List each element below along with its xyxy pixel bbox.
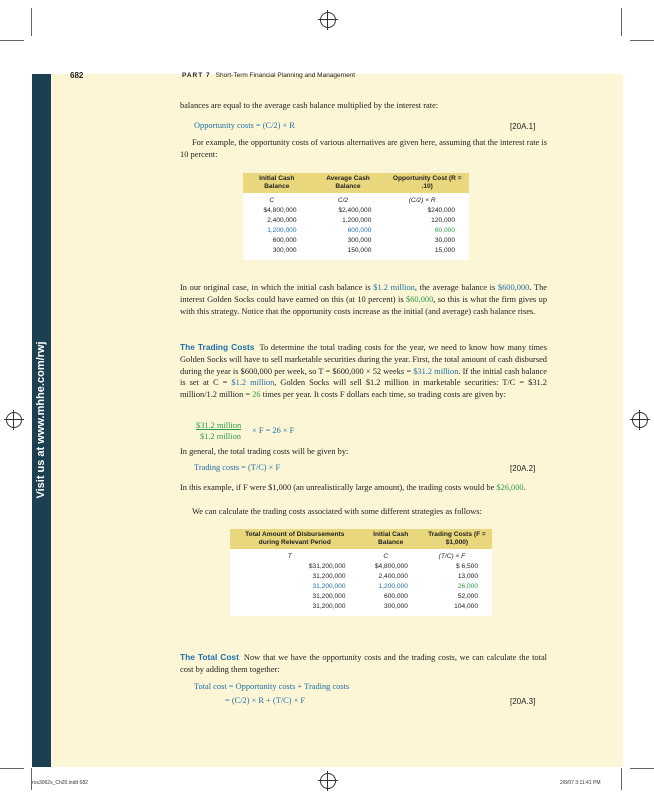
equation-3-line2: = (C/2) × R + (T/C) × F — [225, 696, 306, 705]
text-run: . — [523, 483, 526, 492]
text-run: times per year. It costs F dollars each time, so trading costs are given by: — [260, 390, 506, 400]
table1-cell: 60,000 — [434, 227, 455, 234]
trading-cost-table — [230, 529, 492, 616]
table1-cell: 1,200,000 — [267, 227, 297, 234]
text-run: . The interest Golden Socks could have earned on this (at 10 percent) is — [180, 283, 548, 304]
text-run: , so this is what the firm gives up with this strategy. Notice that the opportunity costs increase as the initial (and average) cash balance rises. — [180, 294, 548, 316]
registration-mark-icon — [6, 412, 22, 428]
paragraph-2: For example, the opportunity costs of various alternatives are given here, assuming that the interest rate is 10 percent: — [180, 138, 547, 159]
part-label: PART 7 — [182, 72, 211, 79]
table1-symbol: C — [269, 197, 275, 204]
running-head — [182, 72, 355, 79]
table1-cell: 300,000 — [347, 237, 372, 244]
text-run: Now that we have the opportunity costs and the trading costs, we can calculate the total cost by adding them together: — [180, 653, 547, 674]
highlight-value: $1.2 million — [373, 283, 415, 292]
table1-cell: 2,400,000 — [267, 217, 297, 224]
table2-cell: 52,000 — [457, 593, 478, 600]
table1-symbol: (C/2) × R — [408, 197, 436, 204]
table1-cell: 30,000 — [434, 237, 455, 244]
table2-cell: $ 6,500 — [456, 563, 478, 570]
text-run: In this example, if F were $1,000 (an unrealistically large amount), the trading costs would be — [180, 483, 497, 492]
table2-cell: $4,800,000 — [374, 563, 408, 570]
text-run: , the average balance is — [414, 283, 498, 292]
highlight-value: $1.2 million — [231, 378, 275, 388]
equation-2-number: [20A.2] — [510, 464, 536, 473]
table2-cell: 2,400,000 — [378, 573, 408, 580]
paragraph-7: We can calculate the trading costs associated with some different strategies as follows: — [192, 507, 482, 516]
crop-mark — [621, 768, 622, 790]
crop-mark — [630, 40, 654, 41]
part-title: Short-Term Financial Planning and Management — [215, 72, 356, 79]
equation-3-number: [20A.3] — [510, 697, 536, 706]
crop-mark — [0, 768, 24, 769]
crop-mark — [621, 8, 622, 36]
text-run: In our original case, in which the initial cash balance is — [180, 283, 374, 292]
crop-mark — [31, 768, 32, 790]
page-number: 682 — [70, 71, 84, 80]
paragraph-3 — [180, 282, 547, 317]
section-heading: The Total Cost — [180, 652, 239, 662]
side-band-url: Visit us at www.mhhe.com/rwj — [35, 341, 47, 499]
registration-mark-icon — [320, 773, 336, 789]
table1-cell: $4,800,000 — [263, 207, 297, 214]
table2-symbol: (T/C) × F — [438, 553, 466, 560]
highlight-value: $26,000 — [496, 483, 524, 492]
crop-mark — [630, 768, 654, 769]
table2-cell: 31,200,000 — [312, 603, 346, 610]
text-run: . If the initial cash balance is set at C = — [180, 366, 547, 388]
table2-header: Initial Cash Balance — [360, 529, 422, 549]
table2-cell: 300,000 — [384, 603, 408, 610]
paragraph-5: In general, the total trading costs will be given by: — [180, 447, 349, 456]
crop-mark — [31, 8, 32, 36]
table2-cell: 31,200,000 — [312, 573, 346, 580]
table2-header: Trading Costs (F = $1,000) — [422, 529, 492, 549]
section-heading: The Trading Costs — [180, 342, 255, 352]
table2-cell: 1,200,000 — [378, 583, 408, 590]
paragraph-8 — [180, 652, 547, 676]
highlight-value: 26 — [252, 390, 261, 400]
table2-symbol: T — [287, 553, 292, 560]
table1-cell: 1,200,000 — [342, 217, 372, 224]
table2-cell: 31,200,000 — [312, 583, 346, 590]
fraction-numerator: $31.2 million — [196, 421, 242, 430]
table2-cell: 104,000 — [454, 603, 478, 610]
table1-cell: 600,000 — [272, 237, 297, 244]
paragraph-1: balances are equal to the average cash balance multiplied by the interest rate: — [180, 101, 439, 110]
equation-2: Trading costs = (T/C) × F — [194, 463, 281, 472]
table1-cell: $2,400,000 — [338, 207, 372, 214]
table1-cell: 600,000 — [347, 227, 372, 234]
highlight-value: $600,000 — [497, 283, 530, 292]
table1-cell: 300,000 — [272, 247, 297, 254]
highlight-value: $31.2 million — [413, 366, 459, 376]
table2-header: Total Amount of Disbursements during Relevant Period — [230, 529, 360, 549]
footer-date: 2/8/07 3:11:41 PM — [560, 780, 601, 786]
registration-mark-icon — [320, 12, 336, 28]
table2-cell: $31,200,000 — [308, 563, 346, 570]
fraction-result: × F = 26 × F — [252, 426, 295, 435]
registration-mark-icon — [632, 412, 648, 428]
table1-header: Average Cash Balance — [311, 173, 386, 193]
table2-symbol: C — [383, 553, 389, 560]
paragraph-4 — [180, 342, 547, 401]
table1-cell: 150,000 — [347, 247, 372, 254]
equation-1-number: [20A.1] — [510, 122, 536, 131]
text-run: To determine the total trading costs for the year, we need to know how many times Golden Socks will have to sell marketable securities during the year. First, the total amount of cash disbursed during the year is $600,000 per week, so T = $600,000 × 52 weeks = — [180, 343, 547, 376]
highlight-value: $60,000 — [406, 294, 434, 304]
table2-cell: 31,200,000 — [312, 593, 346, 600]
fraction-denominator: $1.2 million — [200, 432, 241, 441]
table1-header: Opportunity Cost (R = .10) — [385, 173, 469, 193]
paragraph-6 — [180, 482, 547, 494]
equation-3-line1: Total cost = Opportunity costs + Trading costs — [194, 682, 350, 691]
opportunity-cost-table — [243, 173, 469, 260]
table1-cell: $240,000 — [427, 207, 455, 214]
text-run: , Golden Socks will sell $1.2 million in marketable securities: T/C = $31.2 million/1.2 million = — [180, 378, 547, 400]
crop-mark — [0, 40, 24, 41]
table2-cell: 600,000 — [384, 593, 408, 600]
table1-cell: 120,000 — [431, 217, 455, 224]
table1-cell: 15,000 — [434, 247, 455, 254]
table2-cell: 13,000 — [457, 573, 478, 580]
table2-cell: 26,000 — [457, 583, 478, 590]
footer-file: ros3062x_Ch20.indd 682 — [32, 780, 88, 786]
table1-symbol: C/2 — [337, 197, 349, 204]
equation-1: Opportunity costs = (C/2) × R — [194, 121, 295, 130]
table1-header: Initial Cash Balance — [243, 173, 311, 193]
